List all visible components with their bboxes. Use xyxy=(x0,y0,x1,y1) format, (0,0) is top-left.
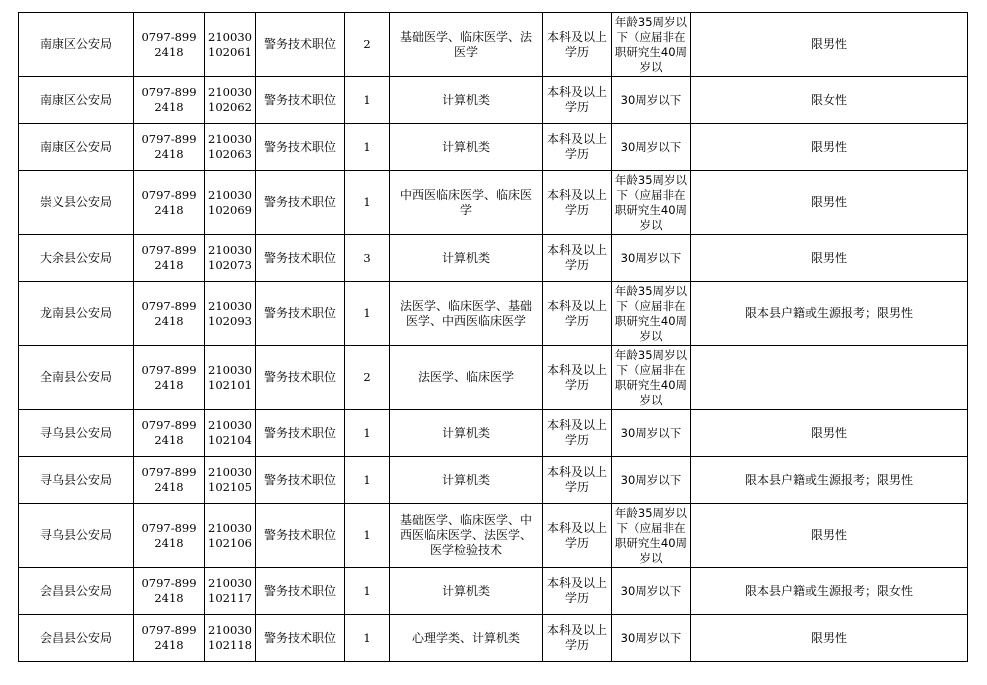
other-requirements-cell: 限本县户籍或生源报考；限男性 xyxy=(691,457,968,504)
other-requirements-cell: 限男性 xyxy=(691,504,968,568)
age-cell: 30周岁以下 xyxy=(612,457,691,504)
post-type-cell: 警务技术职位 xyxy=(256,410,345,457)
post-type-cell: 警务技术职位 xyxy=(256,235,345,282)
unit-cell: 寻乌县公安局 xyxy=(19,504,134,568)
position-code-cell: 210030102105 xyxy=(205,457,256,504)
education-cell: 本科及以上学历 xyxy=(543,13,612,77)
headcount-cell: 1 xyxy=(345,124,390,171)
major-cell: 计算机类 xyxy=(390,568,543,615)
phone-cell: 0797-8992418 xyxy=(134,13,205,77)
major-cell: 计算机类 xyxy=(390,77,543,124)
phone-cell: 0797-8992418 xyxy=(134,235,205,282)
headcount-cell: 1 xyxy=(345,282,390,346)
headcount-cell: 1 xyxy=(345,171,390,235)
major-cell: 计算机类 xyxy=(390,124,543,171)
unit-cell: 大余县公安局 xyxy=(19,235,134,282)
education-cell: 本科及以上学历 xyxy=(543,235,612,282)
education-cell: 本科及以上学历 xyxy=(543,457,612,504)
education-cell: 本科及以上学历 xyxy=(543,124,612,171)
phone-cell: 0797-8992418 xyxy=(134,568,205,615)
headcount-cell: 1 xyxy=(345,504,390,568)
other-requirements-cell: 限男性 xyxy=(691,235,968,282)
other-requirements-cell: 限男性 xyxy=(691,13,968,77)
age-cell: 30周岁以下 xyxy=(612,568,691,615)
other-requirements-cell: 限本县户籍或生源报考；限男性 xyxy=(691,282,968,346)
unit-cell: 会昌县公安局 xyxy=(19,615,134,662)
major-cell: 中西医临床医学、临床医学 xyxy=(390,171,543,235)
phone-cell: 0797-8992418 xyxy=(134,346,205,410)
phone-cell: 0797-8992418 xyxy=(134,282,205,346)
unit-cell: 崇义县公安局 xyxy=(19,171,134,235)
headcount-cell: 3 xyxy=(345,235,390,282)
post-type-cell: 警务技术职位 xyxy=(256,504,345,568)
education-cell: 本科及以上学历 xyxy=(543,77,612,124)
education-cell: 本科及以上学历 xyxy=(543,282,612,346)
position-code-cell: 210030102104 xyxy=(205,410,256,457)
unit-cell: 全南县公安局 xyxy=(19,346,134,410)
post-type-cell: 警务技术职位 xyxy=(256,282,345,346)
age-cell: 年龄35周岁以下（应届非在职研究生40周岁以 xyxy=(612,504,691,568)
unit-cell: 南康区公安局 xyxy=(19,13,134,77)
other-requirements-cell: 限男性 xyxy=(691,124,968,171)
position-code-cell: 210030102062 xyxy=(205,77,256,124)
phone-cell: 0797-8992418 xyxy=(134,171,205,235)
headcount-cell: 1 xyxy=(345,77,390,124)
table-row xyxy=(19,235,968,282)
phone-cell: 0797-8992418 xyxy=(134,615,205,662)
post-type-cell: 警务技术职位 xyxy=(256,13,345,77)
position-code-cell: 210030102069 xyxy=(205,171,256,235)
position-code-cell: 210030102093 xyxy=(205,282,256,346)
other-requirements-cell: 限男性 xyxy=(691,410,968,457)
major-cell: 计算机类 xyxy=(390,410,543,457)
age-cell: 年龄35周岁以下（应届非在职研究生40周岁以 xyxy=(612,346,691,410)
other-requirements-cell xyxy=(691,346,968,410)
unit-cell: 会昌县公安局 xyxy=(19,568,134,615)
unit-cell: 寻乌县公安局 xyxy=(19,410,134,457)
major-cell: 心理学类、计算机类 xyxy=(390,615,543,662)
education-cell: 本科及以上学历 xyxy=(543,410,612,457)
major-cell: 计算机类 xyxy=(390,235,543,282)
other-requirements-cell: 限女性 xyxy=(691,77,968,124)
unit-cell: 南康区公安局 xyxy=(19,124,134,171)
position-code-cell: 210030102061 xyxy=(205,13,256,77)
education-cell: 本科及以上学历 xyxy=(543,171,612,235)
post-type-cell: 警务技术职位 xyxy=(256,457,345,504)
headcount-cell: 1 xyxy=(345,568,390,615)
phone-cell: 0797-8992418 xyxy=(134,504,205,568)
age-cell: 年龄35周岁以下（应届非在职研究生40周岁以 xyxy=(612,13,691,77)
other-requirements-cell: 限本县户籍或生源报考；限女性 xyxy=(691,568,968,615)
table-row xyxy=(19,457,968,504)
headcount-cell: 1 xyxy=(345,410,390,457)
major-cell: 法医学、临床医学 xyxy=(390,346,543,410)
headcount-cell: 2 xyxy=(345,13,390,77)
unit-cell: 南康区公安局 xyxy=(19,77,134,124)
recruitment-table xyxy=(18,12,968,662)
age-cell: 30周岁以下 xyxy=(612,77,691,124)
position-code-cell: 210030102106 xyxy=(205,504,256,568)
headcount-cell: 2 xyxy=(345,346,390,410)
phone-cell: 0797-8992418 xyxy=(134,77,205,124)
post-type-cell: 警务技术职位 xyxy=(256,171,345,235)
table-row xyxy=(19,171,968,235)
other-requirements-cell: 限男性 xyxy=(691,615,968,662)
table-row xyxy=(19,615,968,662)
position-code-cell: 210030102101 xyxy=(205,346,256,410)
table-row xyxy=(19,346,968,410)
post-type-cell: 警务技术职位 xyxy=(256,346,345,410)
age-cell: 30周岁以下 xyxy=(612,410,691,457)
post-type-cell: 警务技术职位 xyxy=(256,615,345,662)
education-cell: 本科及以上学历 xyxy=(543,346,612,410)
phone-cell: 0797-8992418 xyxy=(134,124,205,171)
unit-cell: 寻乌县公安局 xyxy=(19,457,134,504)
table-row xyxy=(19,13,968,77)
age-cell: 30周岁以下 xyxy=(612,615,691,662)
position-code-cell: 210030102063 xyxy=(205,124,256,171)
post-type-cell: 警务技术职位 xyxy=(256,124,345,171)
age-cell: 30周岁以下 xyxy=(612,235,691,282)
unit-cell: 龙南县公安局 xyxy=(19,282,134,346)
headcount-cell: 1 xyxy=(345,615,390,662)
table-row xyxy=(19,504,968,568)
table-row xyxy=(19,568,968,615)
phone-cell: 0797-8992418 xyxy=(134,410,205,457)
table-row xyxy=(19,77,968,124)
major-cell: 计算机类 xyxy=(390,457,543,504)
major-cell: 基础医学、临床医学、中西医临床医学、法医学、医学检验技术 xyxy=(390,504,543,568)
position-code-cell: 210030102118 xyxy=(205,615,256,662)
post-type-cell: 警务技术职位 xyxy=(256,77,345,124)
headcount-cell: 1 xyxy=(345,457,390,504)
major-cell: 基础医学、临床医学、法医学 xyxy=(390,13,543,77)
table-row xyxy=(19,124,968,171)
age-cell: 30周岁以下 xyxy=(612,124,691,171)
major-cell: 法医学、临床医学、基础医学、中西医临床医学 xyxy=(390,282,543,346)
other-requirements-cell: 限男性 xyxy=(691,171,968,235)
education-cell: 本科及以上学历 xyxy=(543,504,612,568)
age-cell: 年龄35周岁以下（应届非在职研究生40周岁以 xyxy=(612,282,691,346)
age-cell: 年龄35周岁以下（应届非在职研究生40周岁以 xyxy=(612,171,691,235)
education-cell: 本科及以上学历 xyxy=(543,568,612,615)
phone-cell: 0797-8992418 xyxy=(134,457,205,504)
position-code-cell: 210030102117 xyxy=(205,568,256,615)
table-row xyxy=(19,410,968,457)
position-code-cell: 210030102073 xyxy=(205,235,256,282)
post-type-cell: 警务技术职位 xyxy=(256,568,345,615)
education-cell: 本科及以上学历 xyxy=(543,615,612,662)
table-row xyxy=(19,282,968,346)
